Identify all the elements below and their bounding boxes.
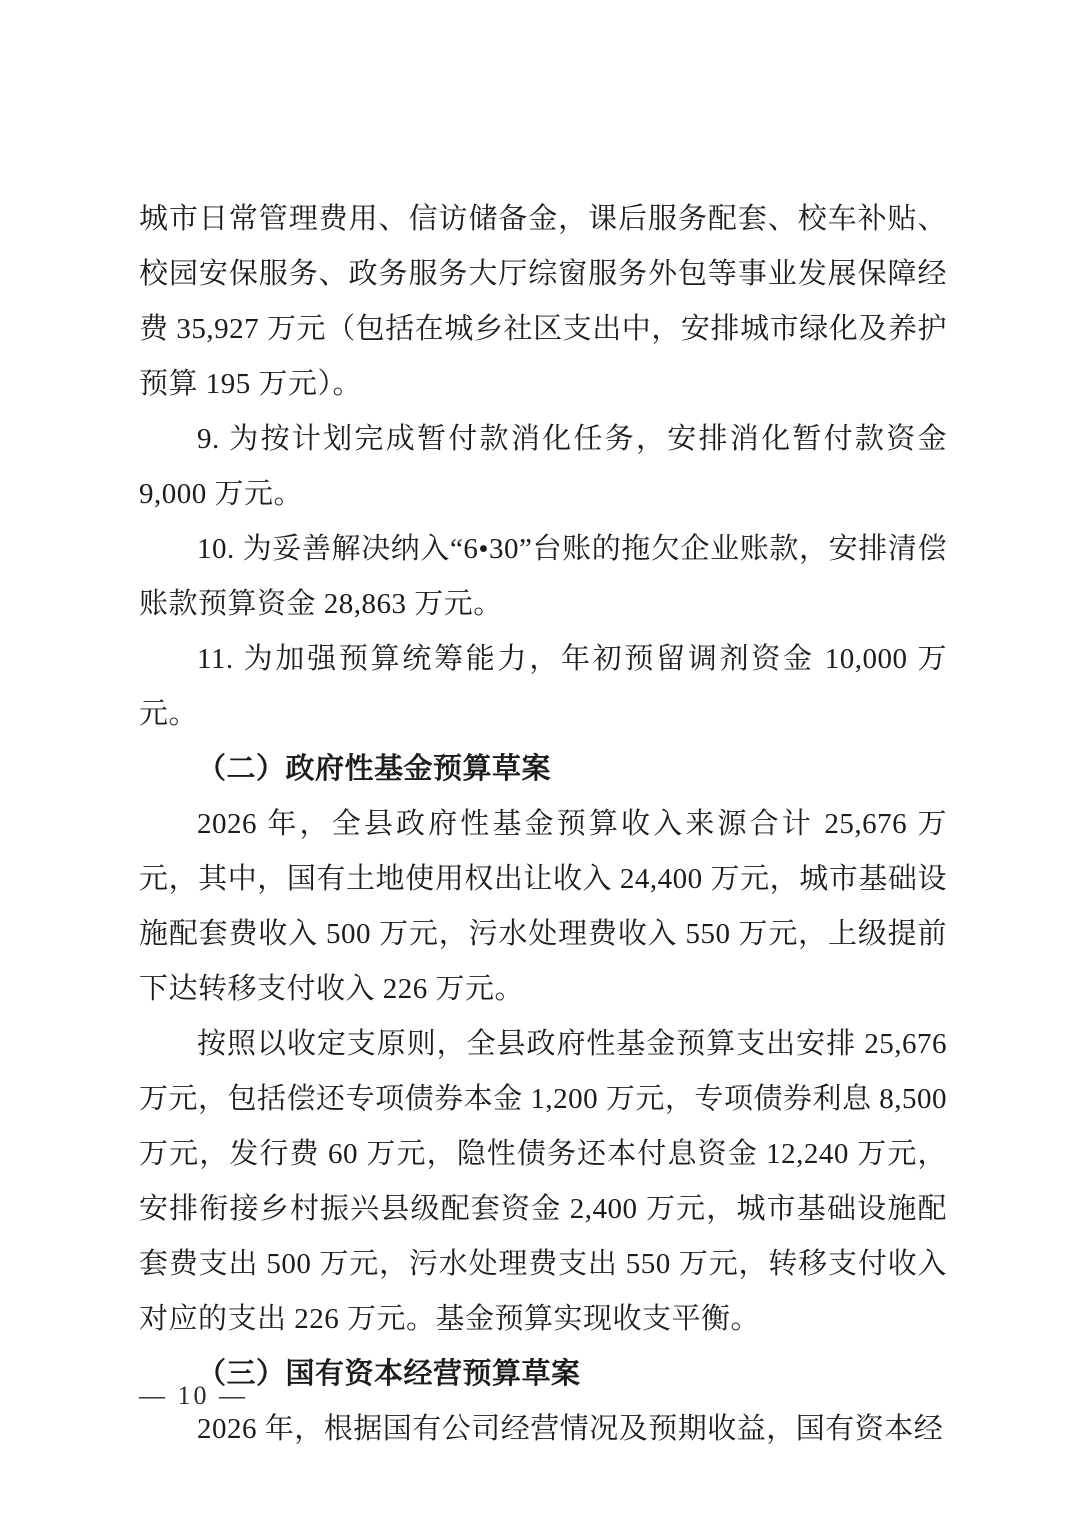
paragraph: 11. 为加强预算统筹能力，年初预留调剂资金 10,000 万元。 — [139, 643, 947, 730]
paragraph: 9. 为按计划完成暂付款消化任务，安排消化暂付款资金 9,000 万元。 — [139, 423, 947, 510]
document-body — [139, 192, 947, 1457]
paragraph: 2026 年，根据国有公司经营情况及预期收益，国有资本经 — [197, 1413, 944, 1445]
paragraph: 10. 为妥善解决纳入“6•30”台账的拖欠企业账款，安排清偿账款预算资金 28,863 万元。 — [139, 533, 947, 620]
section-heading: （二）政府性基金预算草案 — [197, 753, 552, 785]
paragraph: 2026 年，全县政府性基金预算收入来源合计 25,676 万元，其中，国有土地使用权出让收入 24,400 万元，城市基础设施配套费收入 500 万元，污水处理费收入 550 万元，上级提前下达转移支付收入 226 万元。 — [139, 808, 947, 1005]
section-heading: （三）国有资本经营预算草案 — [197, 1358, 581, 1390]
page-footer — [139, 1376, 248, 1416]
paragraph: 按照以收定支原则，全县政府性基金预算支出安排 25,676 万元，包括偿还专项债券本金 1,200 万元，专项债券利息 8,500 万元，发行费 60 万元，隐性债务还本付息资金 12,240 万元，安排衔接乡村振兴县级配套资金 2,400 万元，城市基础设施配套费支出 500 万元，污水处理费支出 550 万元，转移支付收入对应的支出 226 万元。基金预算实现收支平衡。 — [139, 1028, 947, 1335]
page-number: — 10 — — [139, 1381, 248, 1410]
paragraph: 城市日常管理费用、信访储备金，课后服务配套、校车补贴、校园安保服务、政务服务大厅综窗服务外包等事业发展保障经费 35,927 万元（包括在城乡社区支出中，安排城市绿化及养护预算 195 万元）。 — [139, 203, 947, 400]
